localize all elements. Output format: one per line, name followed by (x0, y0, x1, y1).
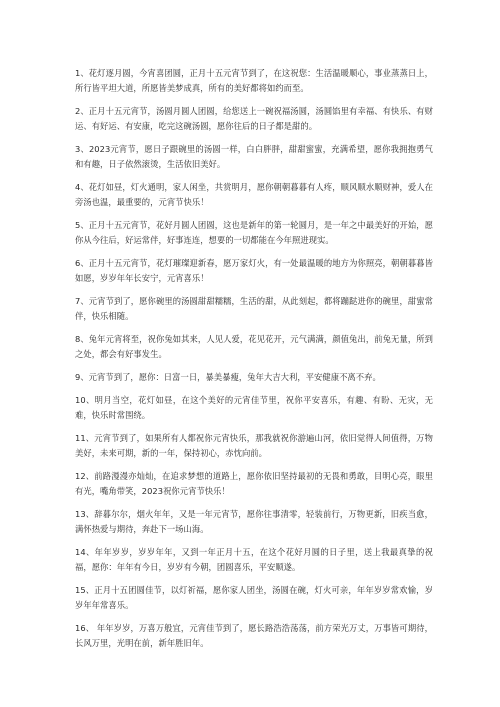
greeting-paragraph-2: 2、正月十五元宵节，汤圆月圆人团圆，给您送上一碗祝福汤圆，汤圆馅里有幸福、有快乐、有财运、有好运、有安康，吃完这碗汤圆，愿你往后的日子都是甜的。 (75, 106, 433, 131)
greeting-paragraph-5: 5、正月十五元宵节，花好月圆人团圆，这也是新年的第一轮圆月，是一年之中最美好的开始，愿你从今往后，好运常伴，好事连连，想要的一切都能在今年照进现实。 (75, 220, 433, 245)
greeting-paragraph-11: 11、元宵节到了，如果所有人都祝你元宵快乐，那我就祝你游遍山河，依旧觉得人间值得，万物美好，未来可期，新的一年，保持初心，赤忱向前。 (75, 433, 433, 458)
greeting-paragraph-7: 7、元宵节到了，愿你碗里的汤圆甜甜糯糯，生活的甜，从此刻起，都将蹦跶进你的碗里，甜蜜常伴，快乐相随。 (75, 296, 433, 321)
greeting-paragraph-16: 16、 年年岁岁，万喜万般宜，元宵佳节到了，愿长路浩浩荡荡，前方荣光万丈，万事皆可期待，长风万里，光明在前，新年胜旧年。 (75, 623, 433, 648)
greeting-paragraph-4: 4、花灯如昼，灯火通明，家人闲坐，共赏明月，愿你朝朝暮暮有人疼，顺风顺水顺财神，爱人在旁汤也温，最重要的，元宵节快乐！ (75, 182, 433, 207)
greeting-paragraph-3: 3、2023元宵节，愿日子跟碗里的汤圆一样，白白胖胖，甜甜蜜蜜，充满希望，愿你我拥抱勇气和有趣，日子依然滚烫，生活依旧美好。 (75, 144, 433, 169)
document-body (75, 66, 433, 659)
greeting-paragraph-15: 15、正月十五团圆佳节，以灯祈福，愿你家人团坐，汤圆在碗，灯火可亲，年年岁岁常欢愉，岁岁年年常喜乐。 (75, 585, 433, 610)
greeting-paragraph-10: 10、明月当空，花灯如昼，在这个美好的元宵佳节里，祝你平安喜乐，有趣、有盼、无灾，无难，快乐时常围绕。 (75, 395, 433, 420)
greeting-paragraph-14: 14、年年岁岁，岁岁年年，又到一年正月十五，在这个花好月圆的日子里，送上我最真挚的祝福，愿你：年年有今日，岁岁有今朝，团圆喜乐，平安顺遂。 (75, 547, 433, 572)
greeting-paragraph-12: 12、前路漫漫亦灿灿，在追求梦想的道路上，愿你依旧坚持最初的无畏和勇敢，目明心亮，眼里有光，嘴角带笑，2023祝你元宵节快乐！ (75, 471, 433, 496)
greeting-paragraph-13: 13、辞暮尔尔，烟火年年，又是一年元宵节，愿你往事清零，轻装前行，万物更新，旧疾当愈，满怀热爱与期待，奔赴下一场山海。 (75, 509, 433, 534)
greeting-paragraph-6: 6、正月十五元宵节，花灯璀璨迎新春，愿万家灯火，有一处最温暖的地方为你照亮，朝朝暮暮皆如愿，岁岁年年长安宁，元宵喜乐！ (75, 258, 433, 283)
greeting-paragraph-9: 9、元宵节到了，愿你：日富一日，暴美暴瘦，兔年大吉大利，平安健康不离不弃。 (75, 372, 381, 382)
greeting-paragraph-8: 8、兔年元宵将至，祝你兔如其来，人见人爱，花见花开，元气满满，颜值兔出，前兔无量，所到之处，都会有好事发生。 (75, 334, 433, 359)
greeting-paragraph-1: 1、花灯逐月圆，今宵喜团圆，正月十五元宵节到了，在这祝您：生活温暖顺心，事业蒸蒸日上，所行皆平坦大道，所愿皆美梦成真，所有的美好都将如约而至。 (75, 68, 433, 93)
